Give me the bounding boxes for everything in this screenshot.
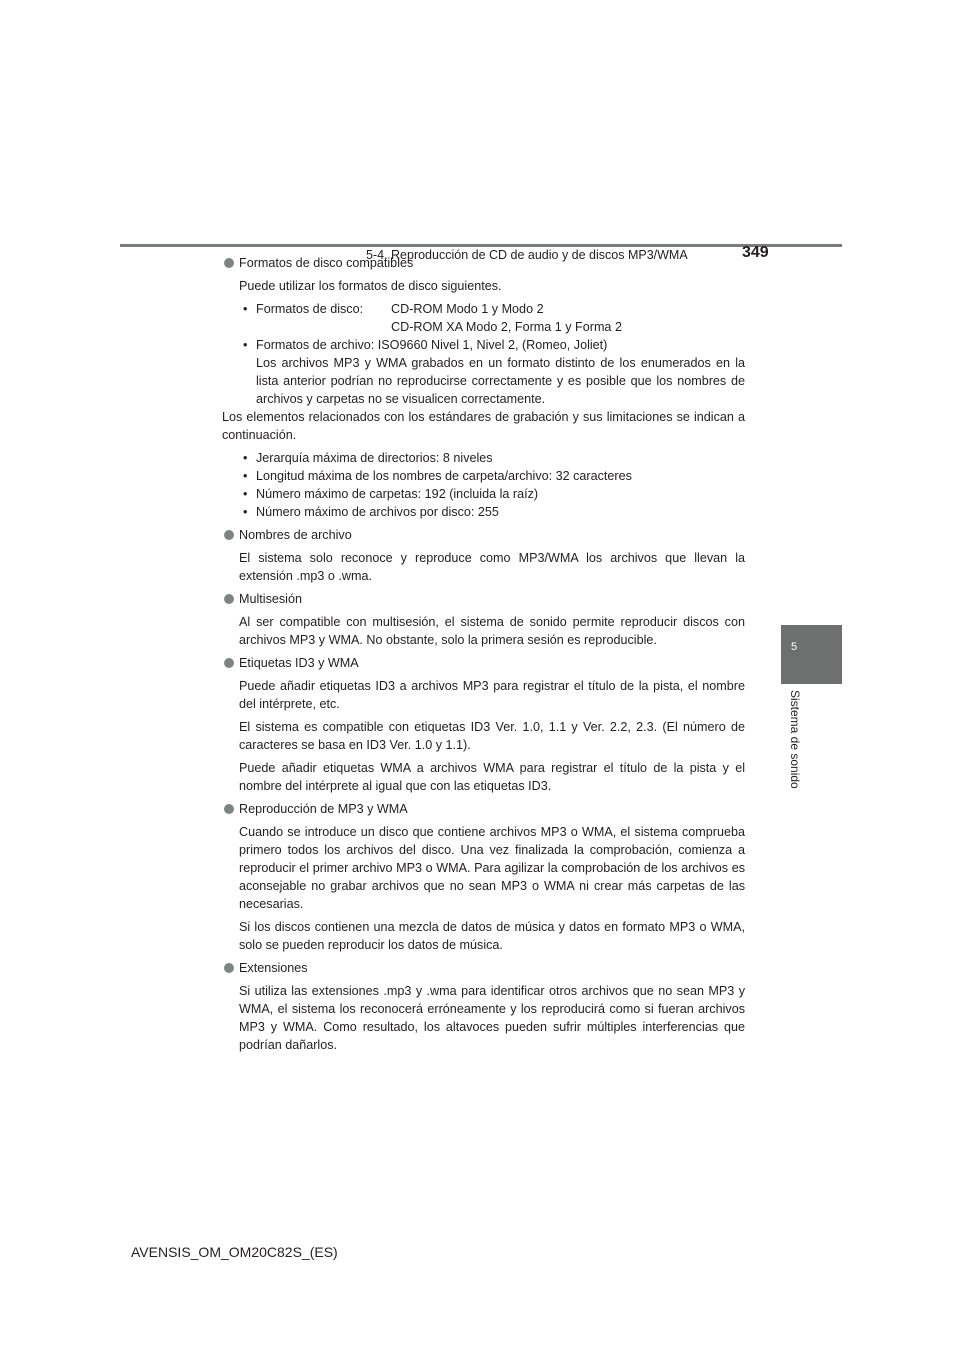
section-heading: Formatos de disco compatibles (222, 254, 745, 272)
paragraph: El sistema solo reconoce y reproduce como MP3/WMA los archivos que llevan la extensión .mp3 o .wma. (239, 551, 745, 583)
bullet-circle-icon (224, 658, 234, 668)
paragraph: Los elementos relacionados con los estándares de grabación y sus limitaciones se indican a continuación. (222, 410, 745, 442)
bullet-circle-icon (224, 963, 234, 973)
section-tags (222, 654, 745, 795)
bullet-circle-icon (224, 804, 234, 814)
bullet-marker: • (243, 338, 248, 352)
list-item: • Longitud máxima de los nombres de carpeta/archivo: 32 caracteres (243, 469, 632, 483)
page-number: 349 (742, 244, 769, 261)
section-multisession (222, 590, 745, 649)
section-heading: Extensiones (222, 959, 745, 977)
page-content (222, 254, 745, 1054)
paragraph: Puede utilizar los formatos de disco siguientes. (239, 279, 502, 293)
section-heading: Etiquetas ID3 y WMA (222, 654, 745, 672)
document-code: AVENSIS_OM_OM20C82S_(ES) (131, 1244, 338, 1260)
header-rule (120, 244, 842, 247)
list-item-note: Los archivos MP3 y WMA grabados en un formato distinto de los enumerados en la lista anterior podrían no reproducirse correctamente y es posible que los nombres de archivos y carpetas no se visualicen correctamente. (256, 356, 745, 406)
section-extensions (222, 959, 745, 1054)
chapter-tab-number: 5 (790, 641, 798, 653)
paragraph: Cuando se introduce un disco que contiene archivos MP3 o WMA, el sistema comprueba primero todos los archivos del disco. Una vez finalizada la comprobación, comienza a reproducir el primer archivo MP3 o WMA. Para agilizar la comprobación de los archivos es aconsejable no grabar archivos que no sean MP3 o WMA ni crear más carpetas de las necesarias. (239, 825, 745, 911)
limits-list (239, 449, 745, 521)
bullet-circle-icon (224, 530, 234, 540)
section-playback (222, 800, 745, 954)
paragraph: El sistema es compatible con etiquetas ID3 Ver. 1.0, 1.1 y Ver. 2.2, 2.3. (El número de caracteres se basa en ID3 Ver. 1.0 y 1.1). (239, 720, 745, 752)
format-list (239, 300, 745, 408)
paragraph: Al ser compatible con multisesión, el sistema de sonido permite reproducir discos con archivos MP3 y WMA. No obstante, solo la primera sesión es reproducible. (239, 615, 745, 647)
section-formats (222, 254, 745, 521)
section-heading: Nombres de archivo (222, 526, 745, 544)
section-filenames (222, 526, 745, 585)
section-title: 5-4. Reproducción de CD de audio y de discos MP3/WMA (366, 248, 688, 262)
list-item: • Número máximo de carpetas: 192 (incluida la raíz) (243, 487, 539, 501)
list-item: • Formatos de disco: CD-ROM Modo 1 y Modo 2 CD-ROM XA Modo 2, Forma 1 y Forma 2 (243, 302, 622, 334)
list-item: • Jerarquía máxima de directorios: 8 niveles (243, 451, 493, 465)
list-item: • Número máximo de archivos por disco: 255 (243, 505, 499, 519)
paragraph: Puede añadir etiquetas WMA a archivos WMA para registrar el título de la pista y el nombre del intérprete al igual que con las etiquetas ID3. (239, 761, 745, 793)
bullet-circle-icon (224, 594, 234, 604)
bullet-marker: • (243, 302, 248, 316)
paragraph: Si utiliza las extensiones .mp3 y .wma para identificar otros archivos que no sean MP3 y WMA, el sistema los reconocerá erróneamente y los reproducirá como si fueran archivos MP3 y WMA. Como resultado, los altavoces pueden sufrir múltiples interferencias que podrían dañarlos. (239, 984, 745, 1052)
section-heading: Multisesión (222, 590, 745, 608)
list-item: • Formatos de archivo: ISO9660 Nivel 1, Nivel 2, (Romeo, Joliet) Los archivos MP3 y WMA grabados en un formato distinto de los enumerados en la lista anterior podrían no reproducirse correctamente y es posible que los nombres de archivos y carpetas no se visualicen correctamente. (243, 338, 745, 406)
section-heading: Reproducción de MP3 y WMA (222, 800, 745, 818)
paragraph: Si los discos contienen una mezcla de datos de música y datos en formato MP3 o WMA, solo se pueden reproducir los datos de música. (239, 920, 745, 952)
paragraph: Puede añadir etiquetas ID3 a archivos MP3 para registrar el título de la pista, el nombre del intérprete, etc. (239, 679, 745, 711)
bullet-circle-icon (224, 258, 234, 268)
chapter-tab-label: Sistema de sonido (788, 690, 802, 789)
chapter-tab (781, 625, 842, 684)
